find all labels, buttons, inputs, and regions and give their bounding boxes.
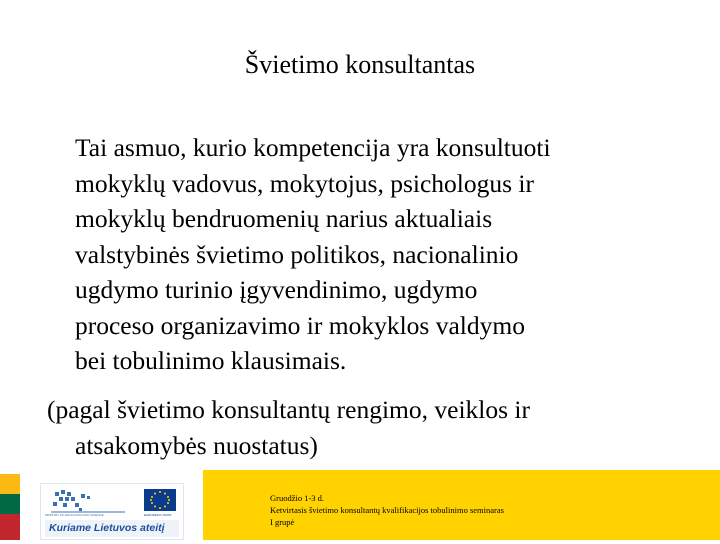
eu-text: EUROPEAN UNION	[144, 513, 172, 517]
seminar-info	[270, 492, 504, 528]
seminar-title: Ketvirtasis švietimo konsultantų kvalifikacijos tobulinimo seminaras	[270, 505, 504, 515]
definition-line: mokyklų bendruomenių narius aktualiais	[75, 204, 493, 233]
flag-stripe-green	[0, 494, 20, 514]
definition-line: ugdymo turinio įgyvendinimo, ugdymo	[75, 275, 478, 304]
ministry-text: MINISTRY OF EDUCATION AND SCIENCE	[45, 513, 104, 517]
seminar-date: Gruodžio 1-3 d.	[270, 493, 325, 503]
source-note	[47, 392, 673, 463]
flag-stripe-red	[0, 514, 20, 540]
logo-panel	[40, 483, 184, 540]
definition-line: mokyklų vadovus, mokytojus, psichologus ir	[75, 168, 534, 198]
definition-line: bei tobulinimo klausimais.	[75, 346, 347, 375]
source-line: atsakomybės nuostatus)	[75, 430, 318, 460]
slide-title: Švietimo konsultantas	[244, 50, 476, 79]
slogan: Kuriame Lietuvos ateitį	[49, 522, 165, 534]
definition-line: Tai asmuo, kurio kompetencija yra konsultuoti	[75, 133, 551, 162]
definition-line: proceso organizavimo ir mokyklos valdymo	[75, 310, 525, 340]
definition-text	[75, 130, 673, 379]
seminar-group: I grupė	[270, 517, 295, 527]
definition-line: valstybinės švietimo politikos, nacionalinio	[75, 239, 519, 269]
flag-stripe-yellow	[0, 474, 20, 494]
source-line: (pagal švietimo konsultantų rengimo, veiklos ir	[47, 395, 531, 424]
